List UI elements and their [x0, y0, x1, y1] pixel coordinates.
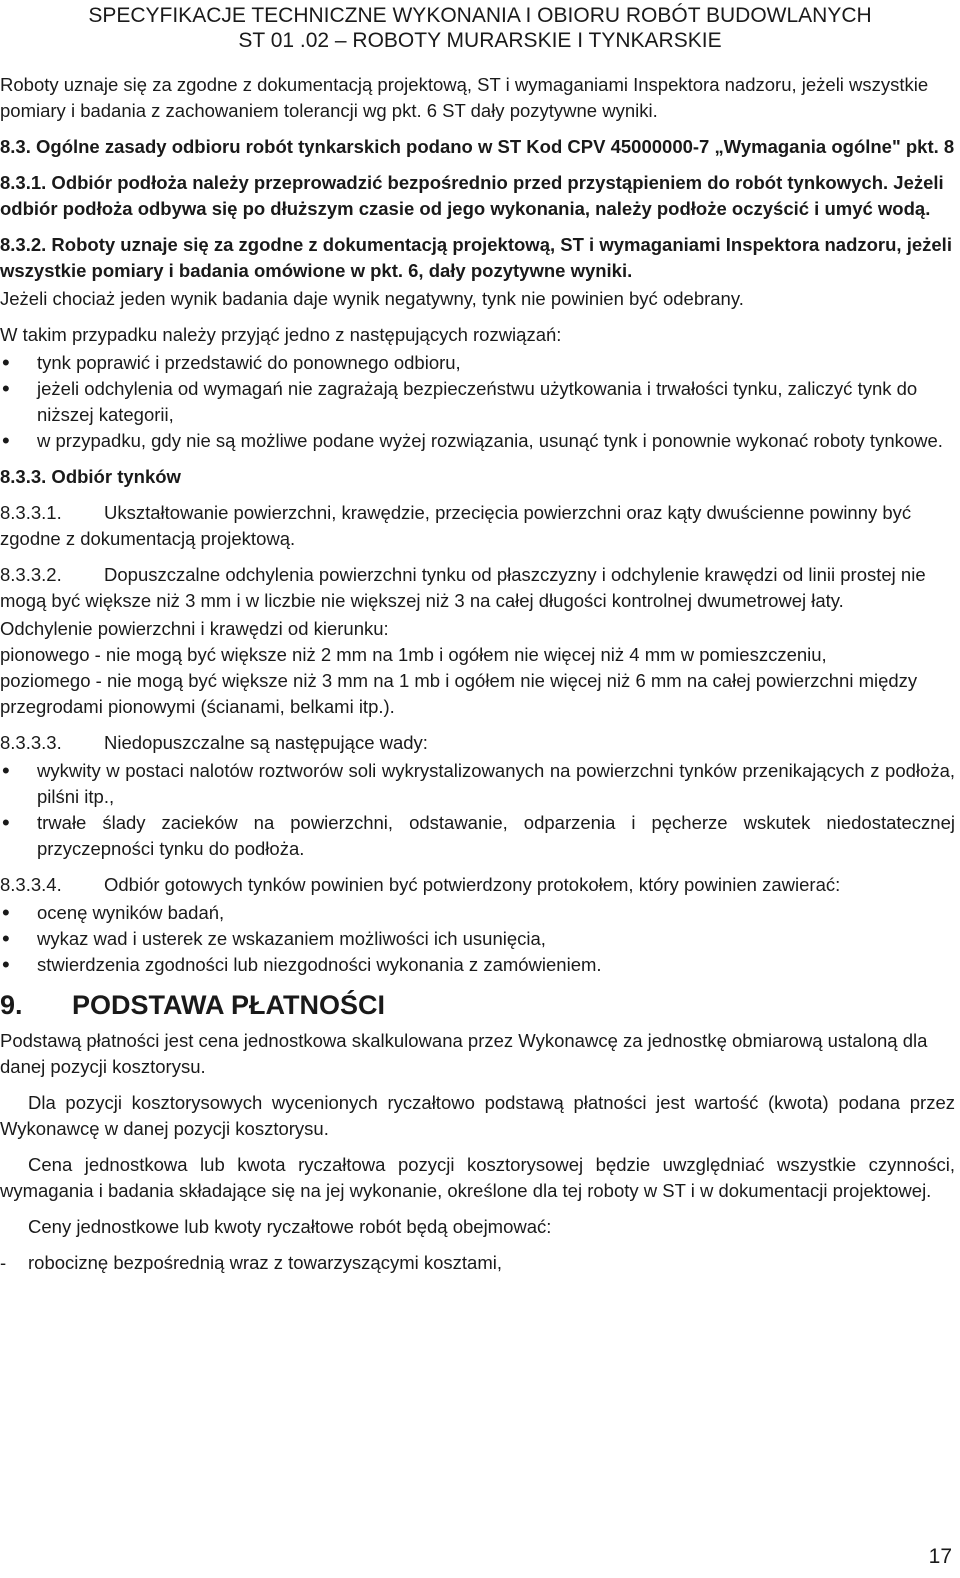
page-header	[0, 0, 960, 53]
deviation-title: Odchylenie powierzchni i krawędzi od kierunku:	[0, 618, 389, 639]
section-number: 9.	[0, 990, 23, 1020]
section-text: Ukształtowanie powierzchni, krawędzie, przecięcia powierzchni oraz kąty dwuścienne powinny być zgodne z dokumentacją projektową.	[0, 502, 912, 549]
section-text: Dopuszczalne odchylenia powierzchni tynku od płaszczyzny i odchylenie krawędzi od linii prostej nie mogą być większe niż 3 mm i w liczbie nie większej niż 3 na całej długości kontrolnej dwumetrowej łaty.	[0, 564, 926, 611]
list-item: • w przypadku, gdy nie są możliwe podane wyżej rozwiązania, usunąć tynk i ponownie wykonać roboty tynkowe.	[0, 428, 955, 454]
section-9-heading	[0, 988, 955, 1022]
payment-item-text: robociznę bezpośrednią wraz z towarzyszącymi kosztami,	[28, 1252, 502, 1273]
options-list	[0, 350, 955, 454]
list-item: • trwałe ślady zacieków na powierzchni, odstawanie, odparzenia i pęcherze wskutek niedostatecznej przyczepności tynku do podłoża.	[0, 810, 955, 862]
list-item: • tynk poprawić i przedstawić do ponownego odbioru,	[0, 350, 955, 376]
list-item: • stwierdzenia zgodności lub niezgodności wykonania z zamówieniem.	[0, 952, 955, 978]
section-title: PODSTAWA PŁATNOŚCI	[72, 990, 386, 1020]
dash-marker: -	[0, 1252, 7, 1273]
section-8-3-3-3	[0, 730, 955, 756]
defects-list	[0, 758, 955, 862]
section-text: Odbiór gotowych tynków powinien być potwierdzony protokołem, który powinien zawierać:	[104, 874, 841, 895]
payment-item	[0, 1250, 955, 1276]
section-number: 8.3.3.3.	[0, 732, 62, 753]
payment-paragraph-3: Cena jednostkowa lub kwota ryczałtowa pozycji kosztorysowej będzie uwzględniać wszystkie czynności, wymagania i badania składające się na jej wykonanie, określone dla tej roboty w ST i w dokumentacji projektowej.	[0, 1154, 955, 1201]
section-8-3-3-4	[0, 872, 955, 898]
protocol-list	[0, 900, 955, 978]
section-8-3-3-1	[0, 500, 955, 552]
section-8-3-1: 8.3.1. Odbiór podłoża należy przeprowadzić bezpośrednio przed przystąpieniem do robót tynkowych. Jeżeli odbiór podłoża odbywa się po dłuższym czasie od jego wykonania, należy podłoże oczyścić i umyć wodą.	[0, 172, 944, 219]
list-item: • wykwity w postaci nalotów roztworów soli wykrystalizowanych na powierzchni tynków przenikających z podłoża, pilśni itp.,	[0, 758, 955, 810]
section-text: Niedopuszczalne są następujące wady:	[104, 732, 428, 753]
payment-paragraph-1: Podstawą płatności jest cena jednostkowa skalkulowana przez Wykonawcę za jednostkę obmiarową ustaloną dla danej pozycji kosztorysu.	[0, 1030, 928, 1077]
section-number: 8.3.3.4.	[0, 874, 62, 895]
section-number: 8.3.3.2.	[0, 564, 62, 585]
header-subtitle: ST 01 .02 – ROBOTY MURARSKIE I TYNKARSKIE	[238, 29, 722, 52]
section-number: 8.3.3.1.	[0, 502, 62, 523]
list-item: • ocenę wyników badań,	[0, 900, 955, 926]
section-8-3: 8.3. Ogólne zasady odbioru robót tynkarskich podano w ST Kod CPV 45000000-7 „Wymagania ogólne" pkt. 8	[0, 136, 955, 157]
section-8-3-3: 8.3.3. Odbiór tynków	[0, 466, 181, 487]
list-item: • jeżeli odchylenia od wymagań nie zagrażają bezpieczeństwu użytkowania i trwałości tynku, zaliczyć tynk do niższej kategorii,	[0, 376, 955, 428]
list-item: • wykaz wad i usterek ze wskazaniem możliwości ich usunięcia,	[0, 926, 955, 952]
section-8-3-2: 8.3.2. Roboty uznaje się za zgodne z dokumentacją projektową, ST i wymaganiami Inspektora nadzoru, jeżeli wszystkie pomiary i badania omówione w pkt. 6, dały pozytywne wyniki.	[0, 234, 952, 281]
deviation-horizontal: poziomego - nie mogą być większe niż 3 mm na 1 mb i ogółem nie więcej niż 6 mm na całej powierzchni między przegrodami pionowymi (ścianami, belkami itp.).	[0, 670, 918, 717]
section-8-3-3-2	[0, 562, 955, 614]
paragraph-acceptance: Roboty uznaje się za zgodne z dokumentacją projektową, ST i wymaganiami Inspektora nadzoru, jeżeli wszystkie pomiary i badania z zachowaniem tolerancji wg pkt. 6 ST dały pozytywne wyniki.	[0, 74, 929, 121]
document-body	[0, 72, 955, 1276]
payment-paragraph-2: Dla pozycji kosztorysowych wycenionych ryczałtowo podstawą płatności jest wartość (kwota) podana przez Wykonawcę w danej pozycji kosztorysu.	[0, 1092, 955, 1139]
payment-paragraph-4: Ceny jednostkowe lub kwoty ryczałtowe robót będą obejmować:	[28, 1216, 552, 1237]
page-number: 17	[928, 1545, 952, 1568]
paragraph-negative-result: Jeżeli chociaż jeden wynik badania daje wynik negatywny, tynk nie powinien być odebrany.	[0, 288, 744, 309]
header-title: SPECYFIKACJE TECHNICZNE WYKONANIA I OBIORU ROBÓT BUDOWLANYCH	[88, 4, 872, 27]
deviation-vertical: pionowego - nie mogą być większe niż 2 mm na 1mb i ogółem nie więcej niż 4 mm w pomieszczeniu,	[0, 644, 827, 665]
paragraph-options-intro: W takim przypadku należy przyjąć jedno z następujących rozwiązań:	[0, 324, 562, 345]
